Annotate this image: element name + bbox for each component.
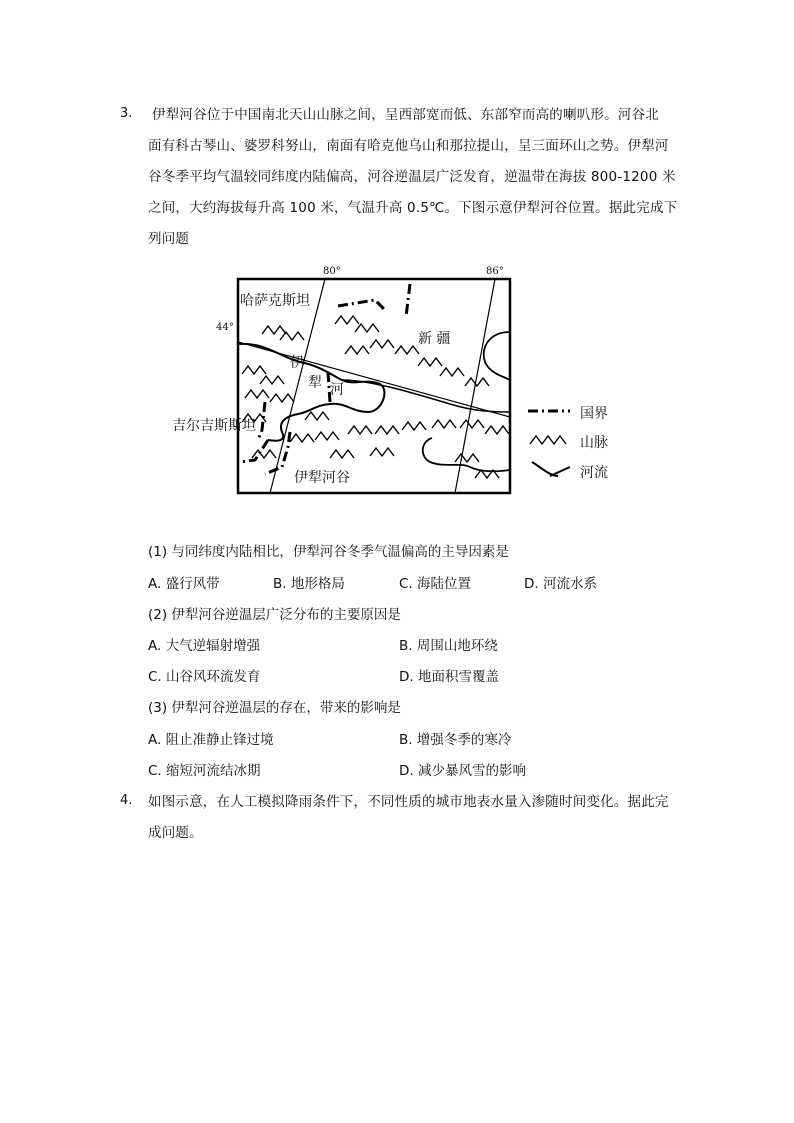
legend-label-river: 河流 (580, 465, 608, 481)
lat-label-44: 44° (216, 322, 234, 333)
subquestion-stem: (2) 伊犁河谷逆温层广泛分布的主要原因是 (148, 607, 401, 623)
mountain-icon (530, 436, 566, 444)
label-ili-3: 河 (330, 382, 344, 398)
label-ili-2: 犁 (308, 375, 322, 391)
option-b[interactable]: B. 增强冬季的寒冷 (399, 732, 512, 748)
lon-label-80: 80° (323, 266, 341, 277)
border-north (338, 300, 385, 310)
subquestion-stem: (1) 与同纬度内陆相比，伊犁河谷冬季气温偏高的主导因素是 (148, 544, 509, 560)
ili-valley-map (170, 262, 630, 502)
option-c[interactable]: C. 山谷风环流发育 (148, 669, 261, 685)
option-a[interactable]: A. 大气逆辐射增强 (148, 638, 261, 654)
option-d[interactable]: D. 地面积雪覆盖 (399, 669, 499, 685)
paragraph-line: 列问题 (148, 231, 190, 247)
paragraph-line: 成问题。 (148, 825, 203, 841)
subquestion-stem: (3) 伊犁河谷逆温层的存在，带来的影响是 (148, 700, 401, 716)
option-a[interactable]: A. 盛行风带 (148, 576, 220, 592)
map-drawing (170, 262, 630, 502)
ili-river (238, 344, 384, 441)
option-c[interactable]: C. 缩短河流结冰期 (148, 763, 261, 779)
paragraph-line: 之间，大约海拔每升高 100 米，气温升高 0.5℃。下图示意伊犁河谷位置。据此完成下 (148, 200, 678, 216)
label-kazakhstan: 哈萨克斯坦 (240, 293, 310, 309)
question-number: 4. (120, 793, 133, 808)
option-a[interactable]: A. 阻止准静止锋过境 (148, 732, 274, 748)
mountain-symbols (242, 316, 509, 478)
label-xinjiang: 新 疆 (418, 331, 451, 347)
paragraph-line: 面有科古琴山、婆罗科努山，南面有哈克他乌山和那拉提山，呈三面环山之势。伊犁河 (148, 138, 669, 154)
paragraph-line: 伊犁河谷位于中国南北天山山脉之间，呈西部宽而低、东部窄而高的喇叭形。河谷北 (152, 107, 659, 123)
river-south (423, 438, 510, 471)
option-b[interactable]: B. 地形格局 (273, 576, 345, 592)
legend-label-border: 国界 (580, 406, 608, 422)
option-d[interactable]: D. 减少暴风雪的影响 (399, 763, 526, 779)
label-kyrgyzstan: 吉尔吉斯斯坦 (172, 418, 256, 434)
lake-xinjiang (484, 332, 510, 380)
river-icon (532, 462, 570, 476)
option-b[interactable]: B. 周围山地环绕 (399, 638, 498, 654)
question-number: 3. (120, 106, 133, 121)
paragraph-line: 如图示意，在人工模拟降雨条件下，不同性质的城市地表水量入渗随时间变化。据此完 (148, 794, 669, 810)
river-east (342, 380, 510, 412)
legend-label-mountain: 山脉 (580, 435, 608, 451)
paragraph-line: 谷冬季平均气温较同纬度内陆偏高，河谷逆温层广泛发育，逆温带在海拔 800-1200 米 (148, 169, 676, 185)
border-southwest (265, 432, 290, 474)
lon-label-86: 86° (486, 266, 504, 277)
option-c[interactable]: C. 海陆位置 (399, 576, 472, 592)
label-ili-1: 伊 (290, 355, 304, 371)
border-north-2 (406, 284, 410, 317)
option-d[interactable]: D. 河流水系 (524, 576, 597, 592)
label-ili-valley: 伊犁河谷 (294, 470, 350, 486)
